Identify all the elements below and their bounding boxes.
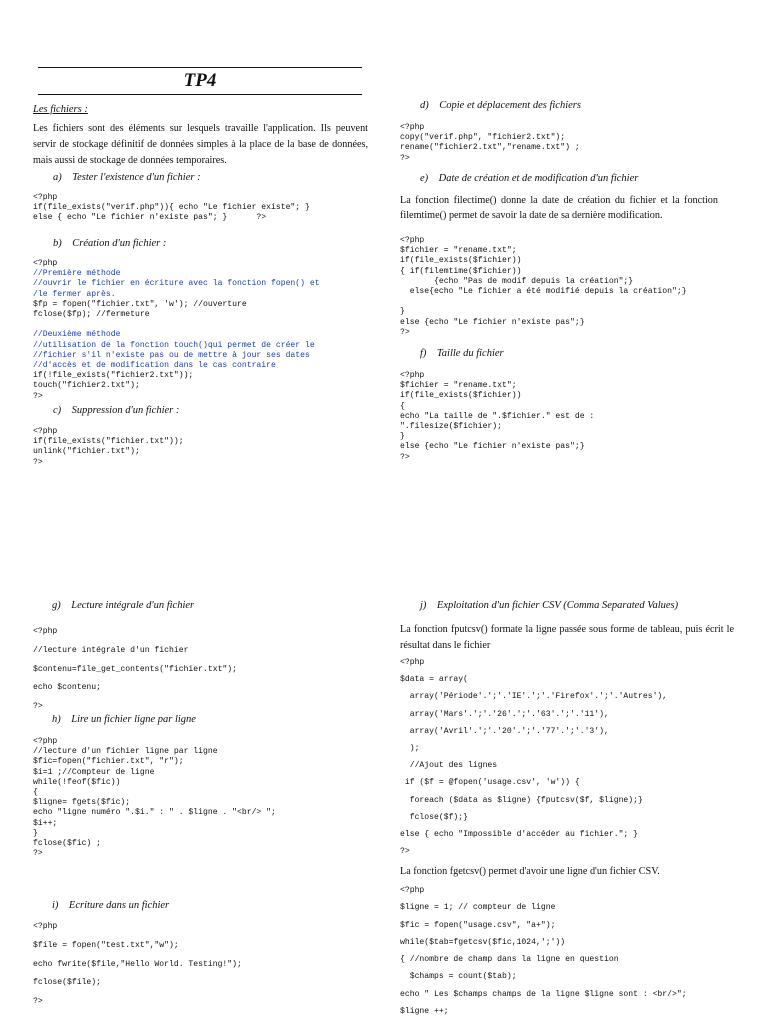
code-line: else{echo "Le fichier a été modifié depuis la création";}	[400, 287, 687, 297]
code-block-f	[400, 371, 594, 463]
code-line: else {echo "Le fichier n'existe pas";}	[400, 442, 585, 452]
code-block-j2	[400, 882, 687, 1020]
code-line: $ligne ++;	[400, 1007, 449, 1017]
code-line: <?php	[33, 259, 58, 268]
code-line: fclose($fp); //fermeture	[33, 310, 150, 320]
code-line: ".filesize($fichier);	[400, 422, 502, 432]
code-line: //lecture d'un fichier ligne par ligne	[33, 747, 218, 757]
code-line: $fichier = "rename.txt";	[400, 381, 517, 391]
code-line: copy("verif.php", "fichier2.txt");	[400, 133, 566, 143]
code-line: if(file_exists($fichier))	[400, 256, 522, 266]
code-comment: /le fermer après.	[33, 289, 116, 299]
section-h-title: h) Lire un fichier ligne par ligne	[52, 714, 196, 725]
code-line: <?php	[33, 193, 58, 202]
section-a-title: a) Tester l'existence d'un fichier :	[53, 172, 201, 183]
code-line: echo " Les $champs champs de la ligne $ligne sont : <br/>";	[400, 989, 687, 999]
code-line: if(file_exists("verif.php")){ echo "Le fichier existe"; }	[33, 203, 310, 213]
code-line: fclose($file);	[33, 978, 101, 988]
title-rule-top	[38, 67, 362, 68]
code-line: //Ajout des lignes	[400, 761, 498, 771]
code-line: unlink("fichier.txt");	[33, 447, 140, 457]
code-line: ?>	[33, 391, 43, 401]
code-line: $contenu=file_get_contents("fichier.txt");	[33, 664, 237, 674]
code-line: $ligne = 1; // compteur de ligne	[400, 903, 556, 913]
code-line: else { echo "Le fichier n'existe pas"; } ?>	[33, 213, 267, 223]
code-block-a	[33, 193, 310, 224]
code-line: ?>	[33, 849, 43, 859]
code-line: <?php	[33, 627, 58, 636]
section-heading: Les fichiers :	[33, 104, 88, 115]
code-line: $file = fopen("test.txt","w");	[33, 940, 179, 950]
code-line: $fp = fopen("fichier.txt", 'w'); //ouverture	[33, 299, 247, 309]
code-line: }	[33, 828, 38, 838]
section-i-title: i) Ecriture dans un fichier	[52, 900, 170, 911]
code-line: if ($f = @fopen('usage.csv', 'w')) {	[400, 778, 580, 788]
code-line: <?php	[400, 886, 425, 895]
code-line: ?>	[400, 327, 410, 337]
code-line: ?>	[400, 153, 410, 163]
intro-paragraph: Les fichiers sont des éléments sur lesquels travaille l'application. Ils peuvent servir de stockage définitif de données simples à la place de la base de données, mais aussi de stockage de données temporaires.	[33, 123, 368, 166]
code-block-e	[400, 236, 687, 338]
code-comment: //d'accès et de modification dans le cas contraire	[33, 361, 276, 371]
code-line	[400, 297, 687, 307]
code-line: if(file_exists($fichier))	[400, 391, 522, 401]
code-line: else {echo "Le fichier n'existe pas";}	[400, 317, 585, 327]
code-line: {echo "Pas de modif depuis la création";}	[400, 276, 634, 286]
section-e-title: e) Date de création et de modification d'un fichier	[420, 173, 639, 184]
code-block-c	[33, 427, 184, 468]
code-line: {	[33, 788, 38, 798]
code-comment: //Première méthode	[33, 269, 121, 279]
code-comment: //fichier s'il n'existe pas ou de mettre à jour ses dates	[33, 350, 310, 360]
code-comment: //Deuxième méthode	[33, 330, 121, 340]
code-line: while(!feof($fic))	[33, 777, 121, 787]
code-block-i	[33, 918, 242, 1012]
code-comment: //ouvrir le fichier en écriture avec la fonction fopen() et	[33, 279, 320, 289]
code-line: $i=1 ;//Compteur de ligne	[33, 767, 155, 777]
code-line: echo "La taille de ".$fichier." est de :	[400, 411, 595, 421]
section-e-text: La fonction filectime() donne la date de création du fichier et la fonction filemtime() permet de savoir la date de sa dernière modification.	[400, 195, 718, 221]
code-line: ?>	[33, 997, 43, 1007]
code-block-j	[400, 654, 667, 860]
code-line: //lecture intégrale d'un fichier	[33, 645, 189, 655]
code-line: }	[400, 307, 405, 317]
code-line: <?php	[400, 658, 425, 667]
code-line: ?>	[400, 847, 410, 857]
code-line: $fic=fopen("fichier.txt", "r");	[33, 757, 184, 767]
code-line: $i++;	[33, 818, 58, 828]
code-line: ?>	[33, 702, 43, 712]
code-line: echo $contenu;	[33, 683, 101, 693]
code-line: echo fwrite($file,"Hello World. Testing!");	[33, 959, 242, 969]
section-j-text2: La fonction fgetcsv() permet d'avoir une ligne d'un fichier CSV.	[400, 866, 660, 877]
code-line: { //nombre de champ dans la ligne en question	[400, 955, 619, 965]
code-block-h	[33, 737, 276, 859]
section-g-title: g) Lecture intégrale d'un fichier	[52, 600, 195, 611]
code-line: if(file_exists("fichier.txt"));	[33, 437, 184, 447]
code-line: array('Période'.';'.'IE'.';'.'Firefox'.';'.'Autres'),	[400, 692, 668, 702]
code-comment: //utilisation de la fonction touch()qui permet de créer le	[33, 340, 315, 350]
code-block-d	[400, 123, 580, 164]
code-line: { if(filemtime($fichier))	[400, 266, 522, 276]
code-line: <?php	[33, 922, 58, 931]
code-line: fclose($f);}	[400, 812, 468, 822]
code-line: fclose($fic) ;	[33, 839, 101, 849]
code-line	[33, 320, 320, 330]
code-line: <?php	[33, 737, 58, 746]
code-block-b	[33, 259, 320, 402]
code-line: array('Mars'.';'.'26'.';'.'63'.';'.'11'),	[400, 709, 609, 719]
code-line: $data = array(	[400, 675, 468, 685]
code-line: $champs = count($tab);	[400, 972, 517, 982]
code-line: else { echo "Impossible d'accéder au fichier."; }	[400, 830, 638, 840]
title-rule-bottom	[38, 94, 362, 95]
code-line: while($tab=fgetcsv($fic,1024,';'))	[400, 937, 566, 947]
code-line: touch("fichier2.txt");	[33, 381, 140, 391]
section-f-title: f) Taille du fichier	[420, 348, 504, 359]
code-line: foreach ($data as $ligne) {fputcsv($f, $ligne);}	[400, 795, 643, 805]
page-title: TP4	[183, 70, 217, 91]
code-line: {	[400, 401, 405, 411]
code-line: ?>	[33, 457, 43, 467]
code-line: <?php	[400, 123, 425, 132]
section-d-title: d) Copie et déplacement des fichiers	[420, 100, 581, 111]
code-line: $ligne= fgets($fic);	[33, 798, 131, 808]
code-line: $fic = fopen("usage.csv", "a+");	[400, 920, 556, 930]
code-line: }	[400, 432, 405, 442]
code-line: rename("fichier2.txt","rename.txt") ;	[400, 143, 580, 153]
code-line: <?php	[33, 427, 58, 436]
code-line: <?php	[400, 236, 425, 245]
section-j-title: j) Exploitation d'un fichier CSV (Comma Separated Values)	[420, 600, 679, 611]
code-line: <?php	[400, 371, 425, 380]
code-line: array('Avril'.';'.'20'.';'.'77'.';'.'3'),	[400, 726, 609, 736]
section-j-text: La fonction fputcsv() formate la ligne passée sous forme de tableau, puis écrit le résultat dans le fichier	[400, 624, 734, 651]
code-line: ?>	[400, 452, 410, 462]
section-b-title: b) Création d'un fichier :	[53, 238, 167, 249]
code-line: $fichier = "rename.txt";	[400, 246, 517, 256]
code-line: );	[400, 744, 420, 754]
code-block-g	[33, 623, 237, 717]
code-line: echo "ligne numéro ".$i." : " . $ligne . "<br/> ";	[33, 808, 276, 818]
code-line: if(!file_exists("fichier2.txt"));	[33, 371, 194, 381]
section-c-title: c) Suppression d'un fichier :	[53, 405, 180, 416]
